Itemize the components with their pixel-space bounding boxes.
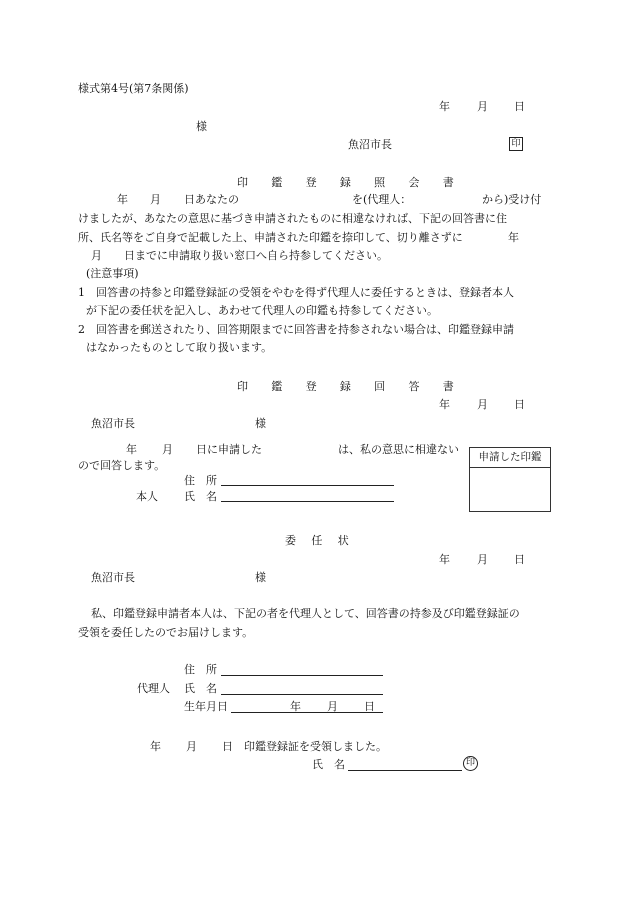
proxy-dob-line[interactable] (231, 712, 383, 713)
receipt-name-label: 氏 名 (312, 758, 345, 771)
inquiry-line-4: 日までに申請取り扱い窓口へ自ら持参してください。 (124, 249, 388, 262)
reply-day: 日 (514, 398, 525, 411)
stamp-box-label: 申請した印鑑 (470, 448, 550, 468)
proxy-dob-label: 生年月日 (184, 700, 228, 713)
receipt-year: 年 (150, 740, 161, 753)
receipt-name-line[interactable] (348, 770, 462, 771)
reply-title: 印 鑑 登 録 回 答 書 (237, 380, 464, 393)
sender-mayor: 魚沼市長 (348, 138, 392, 151)
reply-month: 月 (477, 398, 488, 411)
receipt-text: 印鑑登録証を受領しました。 (244, 740, 387, 753)
stamp-box[interactable] (469, 447, 551, 512)
proxy-body-1: 私、印鑑登録申請者本人は、下記の者を代理人として、回答書の持参及び印鑑登録証の (91, 607, 520, 620)
note-2-line-2: はなかったものとして取り扱います。 (86, 341, 273, 354)
reply-address-label: 住 所 (184, 474, 217, 487)
proxy-dob-year: 年 (290, 700, 301, 713)
reply-mayor: 魚沼市長 (91, 417, 135, 430)
proxy-address-line[interactable] (221, 675, 383, 676)
reply-sama: 様 (255, 417, 266, 430)
addressee-suffix: 様 (196, 120, 207, 133)
inquiry-line-2: けましたが、あなたの意思に基づき申請されたものに相違なければ、下記の回答書に住 (78, 212, 507, 225)
receipt-seal-mark: 印 (463, 756, 478, 771)
reply-line-month: 月 (162, 443, 173, 456)
proxy-name-label: 氏 名 (184, 682, 217, 695)
proxy-title: 委 任 状 (285, 534, 351, 547)
inquiry-line-3: 所、氏名等をご自身で記載した上、申請された印鑑を捺印して、切り離さずに (78, 231, 463, 244)
receipt-month: 月 (186, 740, 197, 753)
note-1-line-2: が下記の委任状を記入し、あわせて代理人の印鑑も持参してください。 (86, 304, 438, 317)
proxy-address-label: 住 所 (184, 663, 217, 676)
receipt-day: 日 (222, 740, 233, 753)
proxy-sama: 様 (255, 571, 266, 584)
inquiry-day-text: 日あなたの (184, 193, 239, 206)
reply-line-2: ので回答します。 (78, 459, 166, 472)
header-day: 日 (514, 100, 525, 113)
proxy-body-2: 受領を委任したのでお届けします。 (78, 626, 254, 639)
proxy-dob-month: 月 (327, 700, 338, 713)
proxy-day: 日 (514, 553, 525, 566)
form-number: 様式第4号(第7条関係) (78, 82, 189, 95)
reply-line-text: 日に申請した (196, 443, 262, 456)
inquiry-month: 月 (150, 193, 161, 206)
reply-address-line[interactable] (221, 485, 394, 486)
notes-heading: (注意事項) (86, 267, 139, 280)
inquiry-proxy-text: を(代理人： (352, 193, 412, 206)
inquiry-line-4-month: 月 (91, 249, 102, 262)
reply-line-year: 年 (126, 443, 137, 456)
note-1-line-1: 1 回答書の持参と印鑑登録証の受領をやむを得ず代理人に委任するときは、登録者本人 (78, 286, 514, 299)
proxy-dob-day: 日 (364, 700, 375, 713)
inquiry-title: 印 鑑 登 録 照 会 書 (237, 176, 464, 189)
proxy-mayor: 魚沼市長 (91, 571, 135, 584)
reply-name-line[interactable] (221, 501, 394, 502)
proxy-month: 月 (477, 553, 488, 566)
header-year: 年 (439, 100, 450, 113)
reply-honnin-label: 本人 (136, 490, 158, 503)
reply-line-tail: は、私の意思に相違ない (338, 443, 459, 456)
seal-mark: 印 (509, 137, 523, 151)
proxy-name-line[interactable] (221, 694, 383, 695)
reply-year: 年 (439, 398, 450, 411)
header-month: 月 (477, 100, 488, 113)
proxy-agent-label: 代理人 (137, 682, 170, 695)
inquiry-line-3-year: 年 (508, 231, 519, 244)
inquiry-kara-text: から)受け付 (482, 193, 542, 206)
note-2-line-1: 2 回答書を郵送されたり、回答期限までに回答書を持参されない場合は、印鑑登録申請 (78, 323, 514, 336)
reply-name-label: 氏 名 (184, 490, 217, 503)
proxy-year: 年 (439, 553, 450, 566)
inquiry-year: 年 (117, 193, 128, 206)
